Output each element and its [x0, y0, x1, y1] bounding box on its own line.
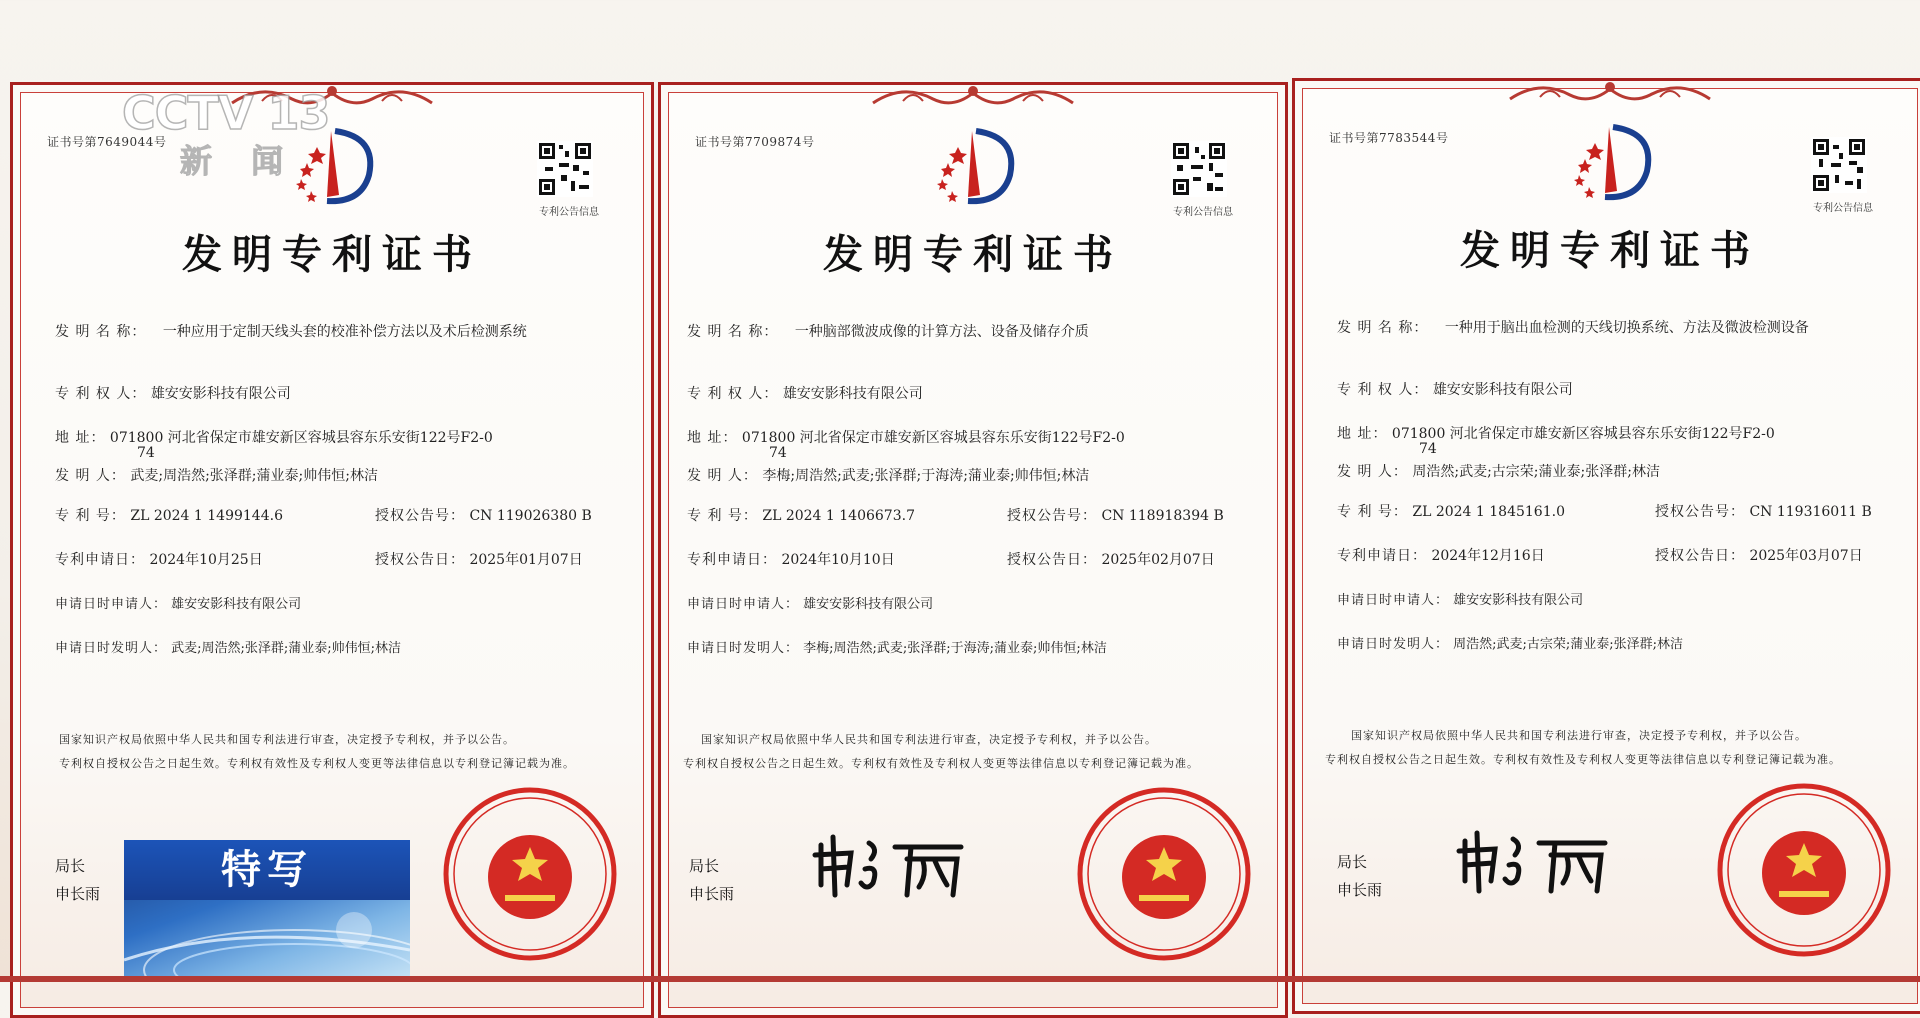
patent-no-label: 专 利 号：: [55, 508, 126, 524]
invention-name-field: [687, 321, 1089, 341]
inventors-label: 发 明 人：: [1337, 464, 1408, 480]
address-field: [687, 427, 1125, 447]
qr-code-icon: [1171, 141, 1227, 197]
segment-banner: [124, 840, 410, 982]
patentee-label: 专 利 权 人：: [1337, 382, 1429, 398]
patent-no-value: ZL 2024 1 1406673.7: [762, 508, 915, 524]
inventors-field: [55, 465, 378, 485]
pub-no-value: CN 119026380 B: [469, 508, 592, 524]
banner-graphic-icon: [124, 900, 410, 982]
cert-number: 证书号第7783544号: [1329, 131, 1449, 145]
applicant-field: [55, 593, 301, 612]
applicant-field: [687, 593, 933, 612]
top-ornament: [863, 82, 1083, 111]
patentee-label: 专 利 权 人：: [55, 386, 147, 402]
invention-name-label: 发 明 名 称：: [1337, 320, 1429, 336]
frame-bottom-edge: [0, 976, 1920, 982]
applicant-value: 雄安安影科技有限公司: [1453, 593, 1584, 608]
invention-name-value: 一种用于脑出血检测的天线切换系统、方法及微波检测设备: [1444, 320, 1809, 336]
address-value: 071800 河北省保定市雄安新区容城县容东乐安街122号F2-0: [109, 430, 493, 446]
filing-date-value: 2024年12月16日: [1431, 548, 1545, 564]
inventor-at-filing-value: 周浩然;武麦;古宗荣;蒲业泰;张泽群;林洁: [1453, 637, 1684, 652]
qr-code-icon: [537, 141, 593, 197]
invention-name-label: 发 明 名 称：: [687, 324, 779, 340]
address-field: [1337, 423, 1775, 443]
inventors-field: [1337, 461, 1660, 481]
notice-line-1: 国家知识产权局依照中华人民共和国专利法进行审查，决定授予专利权，并予以公告。: [59, 733, 515, 746]
notice-line-1: 国家知识产权局依照中华人民共和国专利法进行审查，决定授予专利权，并予以公告。: [1351, 729, 1807, 742]
director-title: 局长: [1337, 853, 1368, 871]
patent-no-label: 专 利 号：: [687, 508, 758, 524]
invention-name-field: [55, 321, 527, 341]
cnipa-emblem-icon: [918, 125, 1028, 215]
inventors-label: 发 明 人：: [687, 468, 758, 484]
patentee-label: 专 利 权 人：: [687, 386, 779, 402]
pub-date-label: 授权公告日：: [1655, 548, 1745, 564]
patent-no-field: [55, 505, 283, 525]
patentee-value: 雄安安影科技有限公司: [782, 386, 923, 402]
inventor-at-filing-value: 李梅;周浩然;武麦;张泽群;于海涛;蒲业泰;帅伟恒;林洁: [803, 641, 1107, 656]
director-title: 局长: [689, 857, 720, 875]
inventor-at-filing-label: 申请日时发明人：: [1337, 637, 1450, 652]
top-ornament: [1500, 78, 1720, 107]
cctv-logo: [122, 86, 372, 180]
pub-date-label: 授权公告日：: [1007, 552, 1097, 568]
invention-name-value: 一种应用于定制天线头套的校准补偿方法以及术后检测系统: [162, 324, 527, 340]
patentee-field: [55, 383, 291, 403]
director-signature-icon: [811, 825, 971, 905]
cert-number: 证书号第7709874号: [695, 135, 815, 149]
pub-date-field: [375, 549, 583, 569]
address-label: 地 址：: [687, 430, 738, 446]
qr-caption: 专利公告信息: [1173, 207, 1233, 218]
patentee-field: [687, 383, 923, 403]
qr-code-icon: [1811, 137, 1867, 193]
official-seal-icon: [1715, 781, 1893, 959]
pub-date-value: 2025年02月07日: [1101, 552, 1215, 568]
address-line2: 74: [137, 445, 155, 461]
pub-no-field: [1655, 501, 1872, 521]
certificate-2: [658, 82, 1288, 1018]
filing-date-field: [1337, 545, 1545, 565]
address-line2: 74: [1419, 441, 1437, 457]
certificate-title: 发明专利证书: [823, 231, 1123, 278]
pub-date-value: 2025年01月07日: [469, 552, 583, 568]
official-seal-icon: [1075, 785, 1253, 963]
segment-banner-label: 特写: [124, 840, 410, 900]
inventor-at-filing-field: [55, 637, 401, 656]
address-value: 071800 河北省保定市雄安新区容城县容东乐安街122号F2-0: [741, 430, 1125, 446]
inventors-field: [687, 465, 1089, 485]
channel-logo-text: CCTV 13: [122, 86, 330, 140]
patent-no-field: [687, 505, 915, 525]
patent-no-field: [1337, 501, 1565, 521]
applicant-label: 申请日时申请人：: [687, 597, 800, 612]
filing-date-label: 专利申请日：: [687, 552, 777, 568]
applicant-label: 申请日时申请人：: [55, 597, 168, 612]
patentee-value: 雄安安影科技有限公司: [150, 386, 291, 402]
applicant-field: [1337, 589, 1583, 608]
certificate-title: 发明专利证书: [182, 231, 482, 278]
pub-no-label: 授权公告号：: [1007, 508, 1097, 524]
inventor-at-filing-field: [687, 637, 1107, 656]
pub-date-label: 授权公告日：: [375, 552, 465, 568]
inventor-at-filing-field: [1337, 633, 1683, 652]
qr-caption: 专利公告信息: [539, 207, 599, 218]
address-value: 071800 河北省保定市雄安新区容城县容东乐安街122号F2-0: [1391, 426, 1775, 442]
pub-no-value: CN 118918394 B: [1101, 508, 1224, 524]
qr-caption: 专利公告信息: [1813, 203, 1873, 214]
cert-number: 证书号第7649044号: [47, 135, 167, 149]
inventor-at-filing-label: 申请日时发明人：: [687, 641, 800, 656]
inventors-value: 周浩然;武麦;古宗荣;蒲业泰;张泽群;林洁: [1412, 464, 1660, 480]
notice-line-1: 国家知识产权局依照中华人民共和国专利法进行审查，决定授予专利权，并予以公告。: [701, 733, 1157, 746]
channel-name-text: 新 闻: [180, 142, 298, 180]
filing-date-field: [687, 549, 895, 569]
invention-name-value: 一种脑部微波成像的计算方法、设备及储存介质: [794, 324, 1089, 340]
filing-date-value: 2024年10月10日: [781, 552, 895, 568]
inventors-label: 发 明 人：: [55, 468, 126, 484]
patentee-value: 雄安安影科技有限公司: [1432, 382, 1573, 398]
applicant-label: 申请日时申请人：: [1337, 593, 1450, 608]
patent-no-value: ZL 2024 1 1499144.6: [130, 508, 283, 524]
filing-date-value: 2024年10月25日: [149, 552, 263, 568]
director-name: 申长雨: [689, 885, 735, 903]
inventor-at-filing-value: 武麦;周浩然;张泽群;蒲业泰;帅伟恒;林洁: [171, 641, 402, 656]
director-name: 申长雨: [55, 885, 101, 903]
pub-date-field: [1007, 549, 1215, 569]
filing-date-label: 专利申请日：: [55, 552, 145, 568]
filing-date-label: 专利申请日：: [1337, 548, 1427, 564]
inventors-value: 武麦;周浩然;张泽群;蒲业泰;帅伟恒;林洁: [130, 468, 378, 484]
director-title: 局长: [55, 857, 86, 875]
notice-line-2: 专利权自授权公告之日起生效。专利权有效性及专利权人变更等法律信息以专利登记簿记载为准。: [59, 757, 575, 770]
address-label: 地 址：: [1337, 426, 1388, 442]
cnipa-emblem-icon: [1555, 121, 1665, 211]
applicant-value: 雄安安影科技有限公司: [803, 597, 934, 612]
address-line2: 74: [769, 445, 787, 461]
official-seal-icon: [441, 785, 619, 963]
director-signature-icon: [1455, 821, 1615, 901]
address-field: [55, 427, 493, 447]
certificate-3: [1292, 78, 1920, 1014]
notice-line-2: 专利权自授权公告之日起生效。专利权有效性及专利权人变更等法律信息以专利登记簿记载为准。: [1325, 753, 1841, 766]
notice-line-2: 专利权自授权公告之日起生效。专利权有效性及专利权人变更等法律信息以专利登记簿记载为准。: [683, 757, 1199, 770]
inventors-value: 李梅;周浩然;武麦;张泽群;于海涛;蒲业泰;帅伟恒;林洁: [762, 468, 1090, 484]
pub-date-value: 2025年03月07日: [1749, 548, 1863, 564]
pub-date-field: [1655, 545, 1863, 565]
invention-name-label: 发 明 名 称：: [55, 324, 147, 340]
filing-date-field: [55, 549, 263, 569]
patentee-field: [1337, 379, 1573, 399]
pub-no-label: 授权公告号：: [1655, 504, 1745, 520]
pub-no-label: 授权公告号：: [375, 508, 465, 524]
certificate-title: 发明专利证书: [1460, 227, 1760, 274]
invention-name-field: [1337, 317, 1809, 337]
pub-no-field: [375, 505, 592, 525]
pub-no-field: [1007, 505, 1224, 525]
patent-no-label: 专 利 号：: [1337, 504, 1408, 520]
inventor-at-filing-label: 申请日时发明人：: [55, 641, 168, 656]
pub-no-value: CN 119316011 B: [1749, 504, 1872, 520]
applicant-value: 雄安安影科技有限公司: [171, 597, 302, 612]
patent-no-value: ZL 2024 1 1845161.0: [1412, 504, 1565, 520]
address-label: 地 址：: [55, 430, 106, 446]
director-name: 申长雨: [1337, 881, 1383, 899]
